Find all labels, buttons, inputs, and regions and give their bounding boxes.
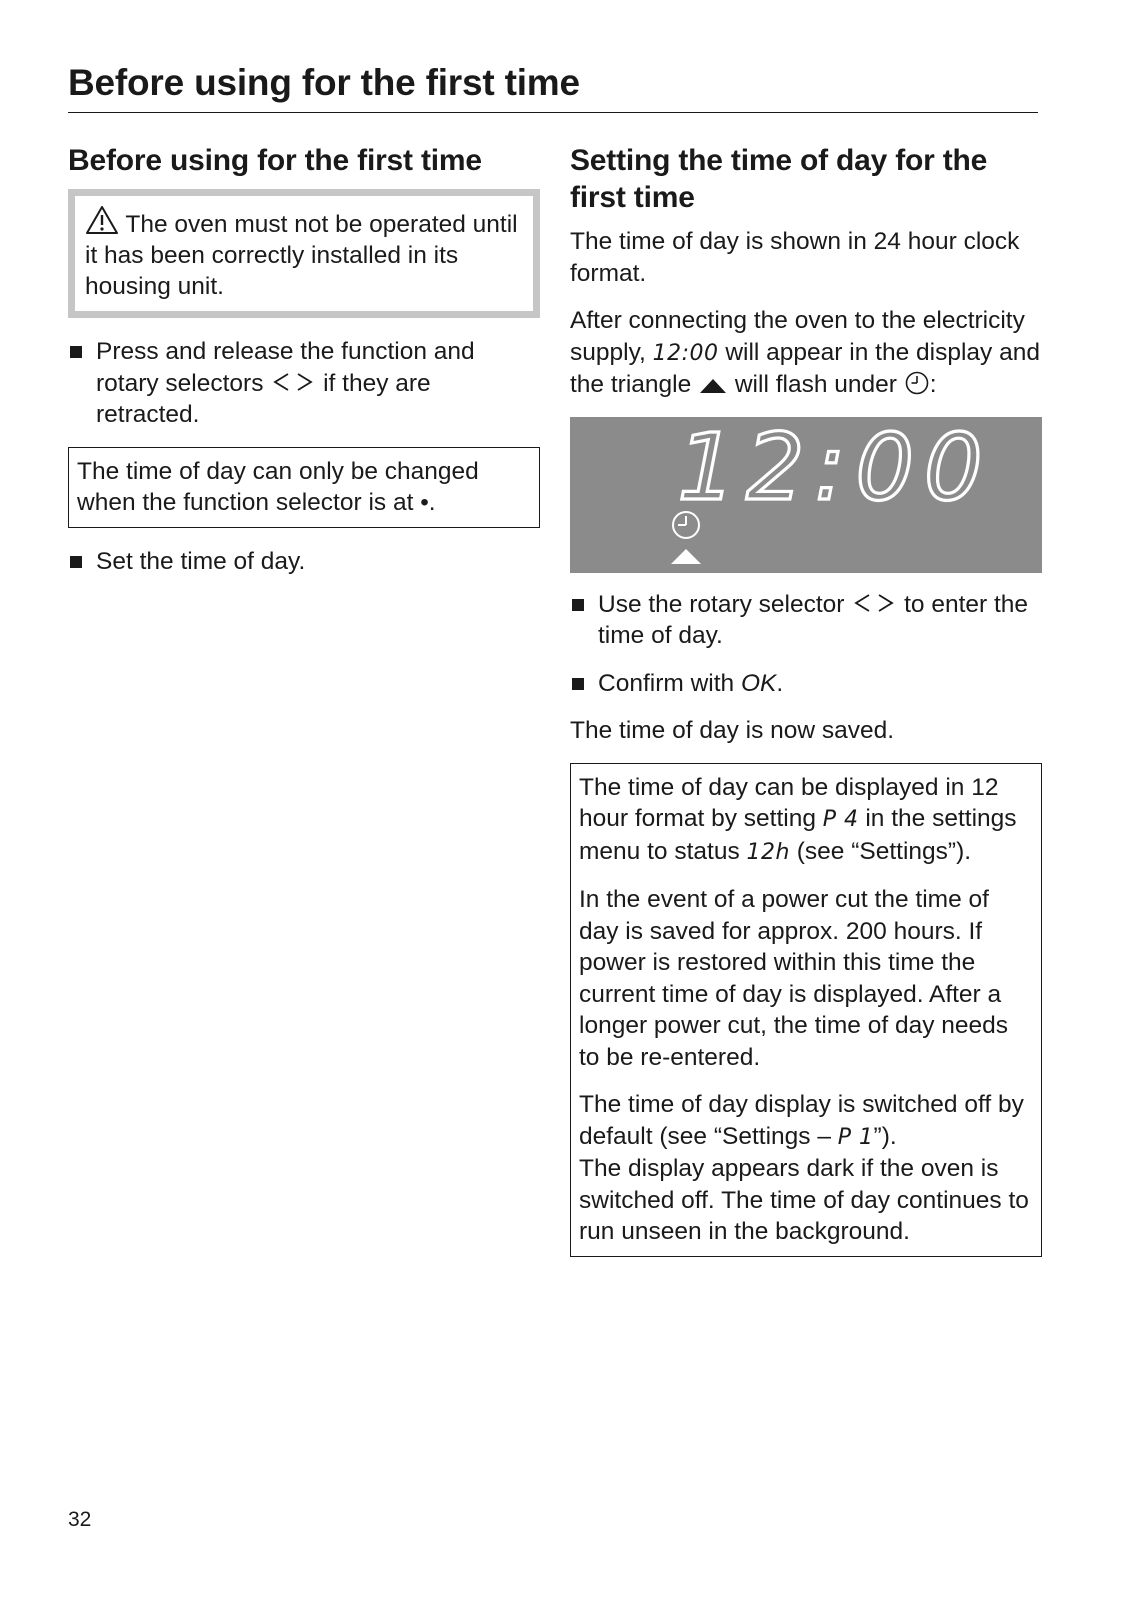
bullet-text-part: Confirm with xyxy=(598,669,735,697)
paragraph-saved: The time of day is now saved. xyxy=(570,717,895,744)
text-part: : xyxy=(929,371,937,398)
display-code: P 1 xyxy=(837,1124,874,1150)
note-12h xyxy=(579,772,1033,869)
display-code: 12:00 xyxy=(652,340,719,366)
right-heading: Setting the time of day for the first time xyxy=(570,144,988,214)
text-part: The display appears dark if the oven is switched off. The time of day continues to run unseen in the background. xyxy=(579,1155,1029,1245)
bullet-confirm xyxy=(570,668,1042,700)
text-part: The time of day display is switched off by default (see “Settings – xyxy=(579,1091,1024,1150)
bullet-text-part: to enter the time of day. xyxy=(598,590,1029,649)
text-part: in the settings menu to status xyxy=(579,805,1017,865)
oven-display xyxy=(570,417,1042,573)
bullet-text xyxy=(598,589,1042,652)
text-part: will flash under xyxy=(734,371,897,398)
warning-text: The oven must not be operated until it has been correctly installed in its housing unit. xyxy=(85,211,518,300)
warning-triangle-icon xyxy=(85,205,119,235)
note-text: The time of day can only be changed when the function selector is at •. xyxy=(77,457,479,516)
text-part: After connecting the oven to the electricity supply, xyxy=(570,307,1025,366)
bullet-text-part: if they are retracted. xyxy=(96,369,431,428)
paragraph-24h: The time of day is shown in 24 hour clock format. xyxy=(570,228,1020,287)
display-triangle-icon xyxy=(671,549,701,564)
page-title: Before using for the first time xyxy=(68,62,580,103)
warning-box xyxy=(68,189,540,318)
triangle-up-icon xyxy=(698,376,728,396)
text-part: will appear in the display and the triangle xyxy=(570,338,1040,398)
bullet-square-icon xyxy=(572,599,584,611)
rotary-chevrons-icon xyxy=(851,592,897,614)
note-power-cut: In the event of a power cut the time of day is saved for approx. 200 hours. If power is restored within this time the current time of day is displayed. After a longer power cut, the time of day needs to be re-entered. xyxy=(579,886,1009,1071)
note-box-time-info xyxy=(570,763,1042,1257)
clock-icon xyxy=(904,370,930,396)
note-display-off xyxy=(579,1089,1033,1248)
ok-label: OK xyxy=(740,669,777,697)
bullet-rotary xyxy=(570,589,1042,652)
bullet-text xyxy=(598,668,1042,700)
text-part: (see “Settings”). xyxy=(796,837,972,865)
bullet-press-release xyxy=(68,336,540,431)
left-column xyxy=(68,142,540,593)
page-number: 32 xyxy=(68,1508,92,1531)
bullet-text: Set the time of day. xyxy=(96,547,306,575)
bullet-square-icon xyxy=(572,678,584,690)
text-part: The time of day can be displayed in 12 hour format by setting xyxy=(579,773,999,832)
right-column xyxy=(570,142,1042,1275)
bullet-square-icon xyxy=(70,346,82,358)
bullet-text-part: . xyxy=(776,669,784,697)
bullet-set-time xyxy=(68,546,540,578)
display-code: 12h xyxy=(746,839,790,865)
display-graphic xyxy=(570,417,1042,573)
page-header xyxy=(68,62,1038,113)
paragraph-connect xyxy=(570,305,1042,401)
bullet-text-part: Press and release the function and rotary selectors xyxy=(96,338,475,397)
display-time: 12:00 xyxy=(677,416,993,521)
text-part: ”). xyxy=(873,1122,897,1150)
display-code: P 4 xyxy=(822,807,859,832)
left-heading: Before using for the first time xyxy=(68,144,482,177)
bullet-square-icon xyxy=(70,556,82,568)
note-box-function-selector xyxy=(68,447,540,528)
bullet-text xyxy=(96,336,540,431)
bullet-text-part: Use the rotary selector xyxy=(598,590,845,618)
rotary-chevrons-icon xyxy=(270,371,316,393)
